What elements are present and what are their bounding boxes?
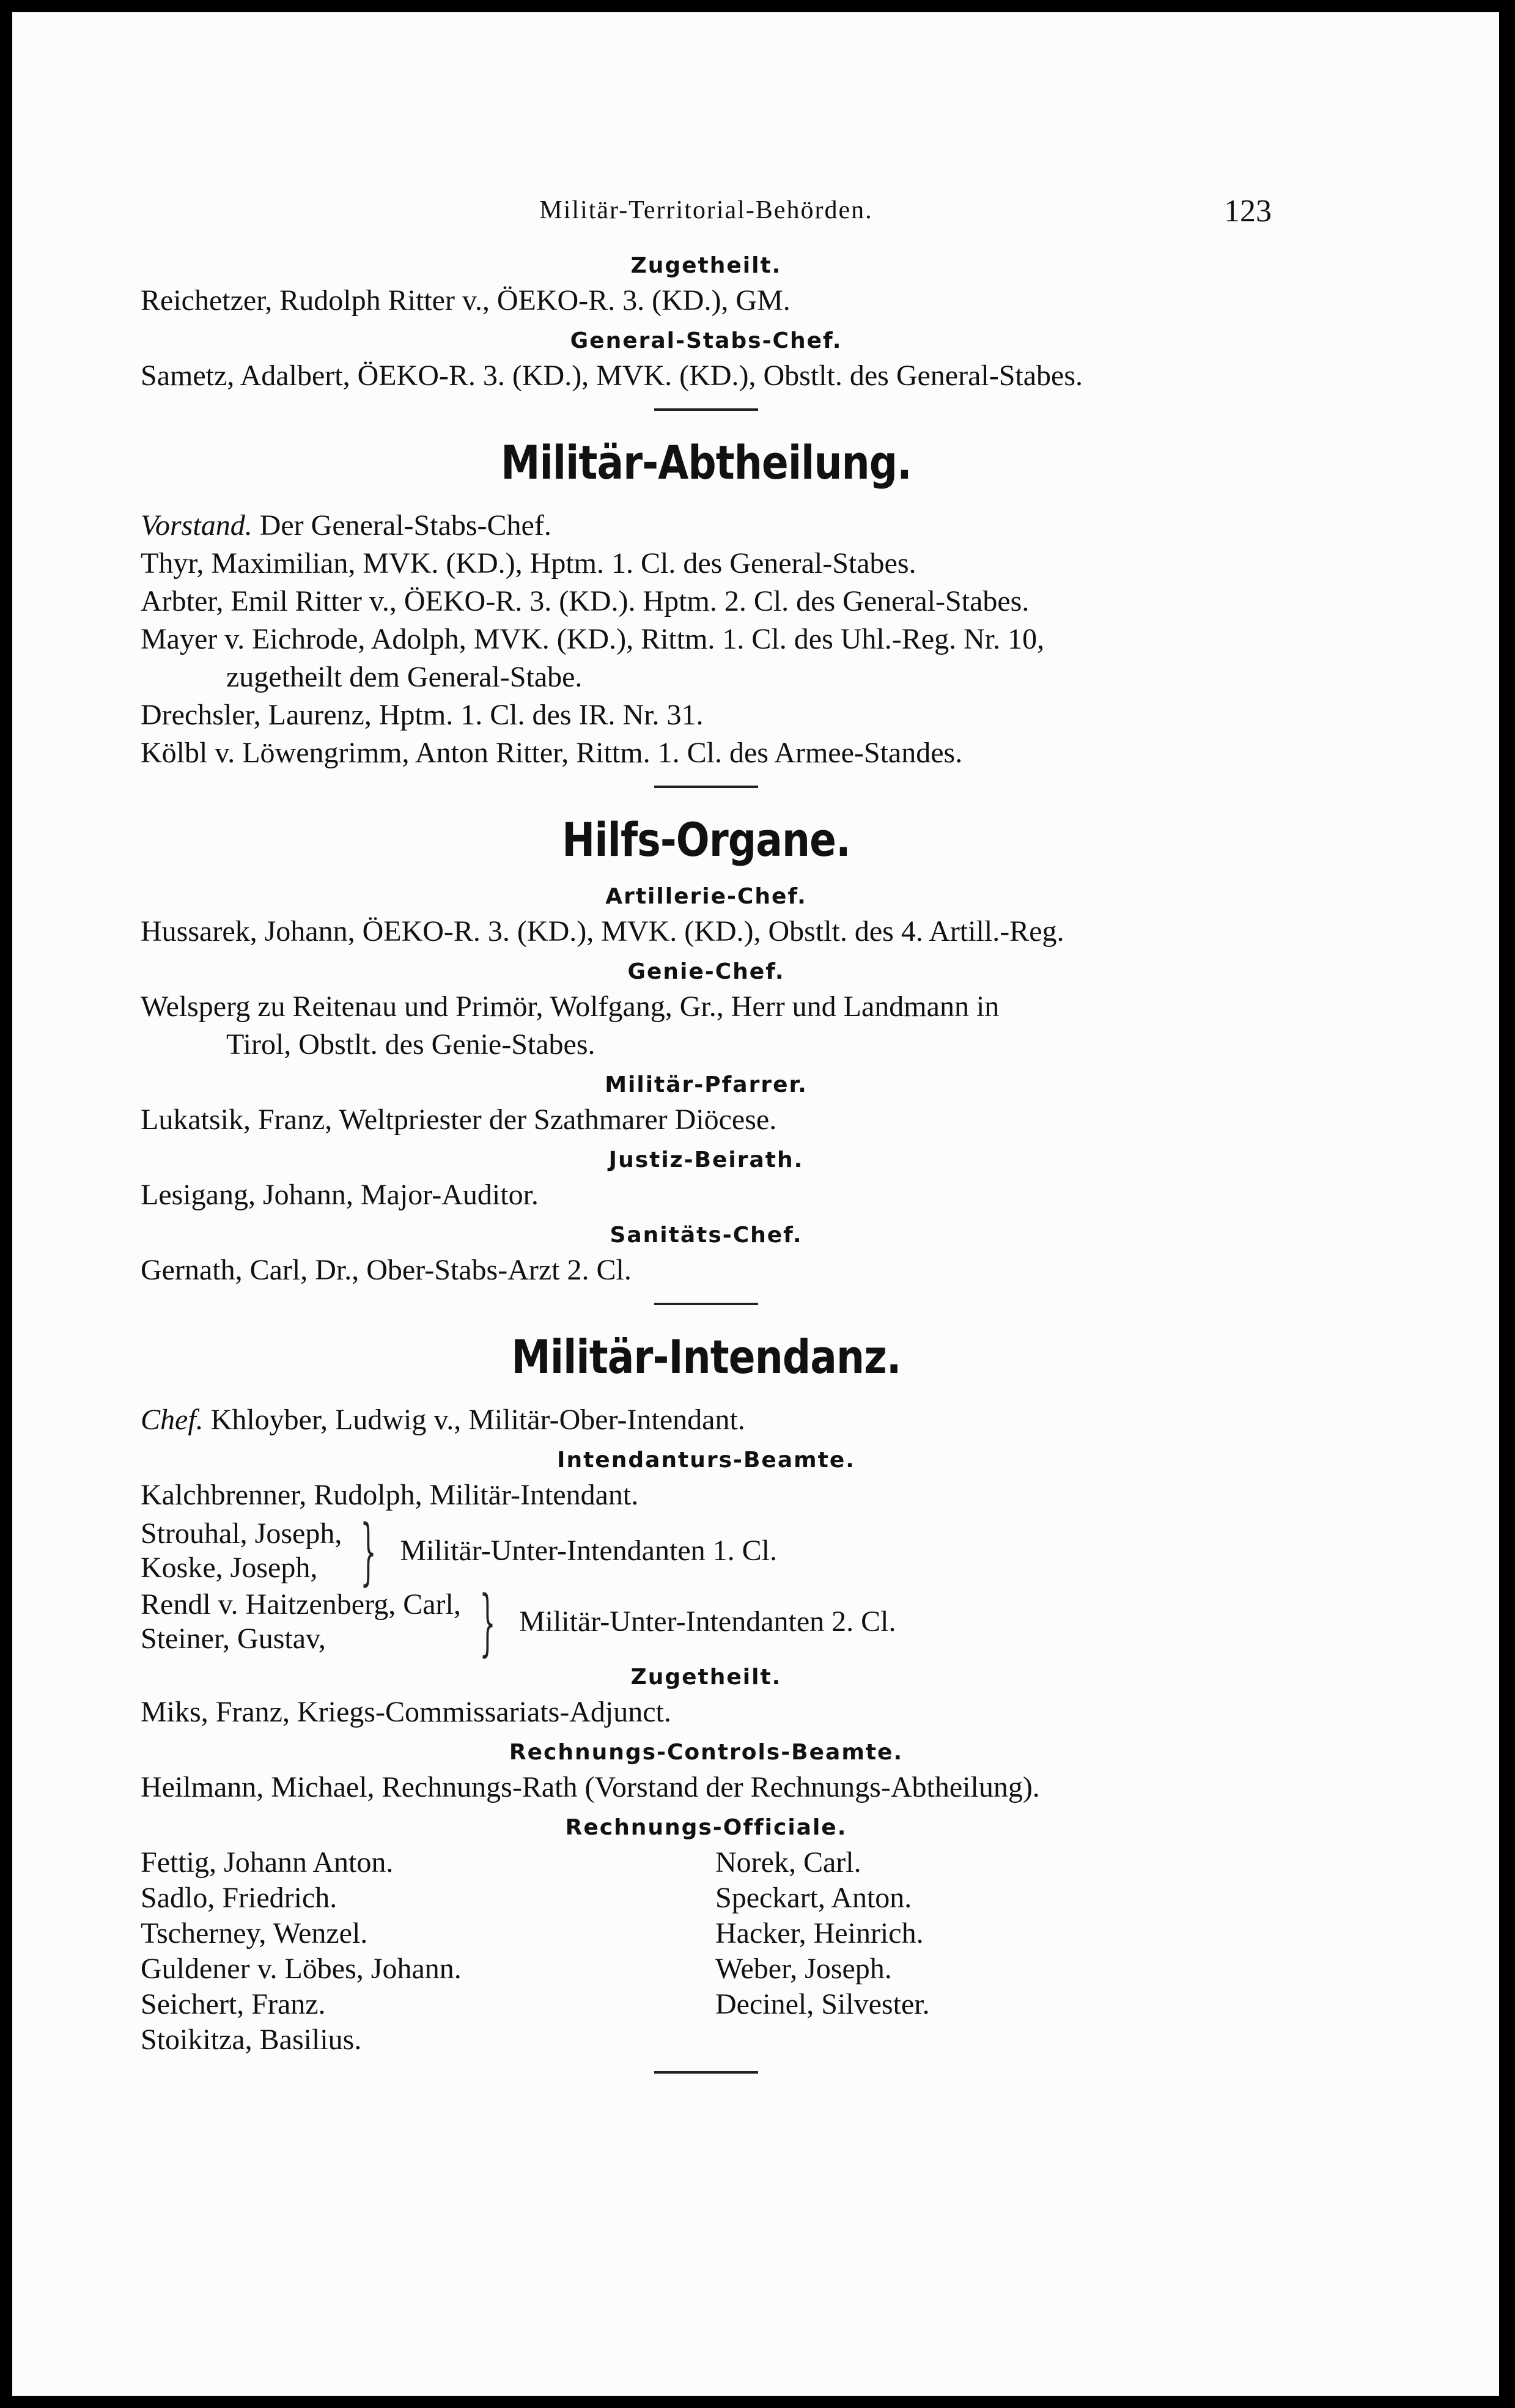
vorstand-text: Der General-Stabs-Chef. (259, 509, 551, 542)
officiale-name: Speckart, Anton. (715, 1882, 912, 1914)
officiale-name: Tscherney, Wenzel. (141, 1917, 368, 1950)
general-stabs-chef-entry: Sametz, Adalbert, ÖEKO-R. 3. (KD.), MVK. (KD.), Obstlt. des General-Stabes. (141, 359, 1083, 392)
section-title-militaer-intendanz: Militär-Intendanz. (511, 1330, 901, 1384)
separator-rule (654, 408, 758, 411)
intendanz-chef-label: Chef. (141, 1404, 204, 1436)
brace-label: Militär-Unter-Intendanten 1. Cl. (400, 1534, 777, 1567)
brace-names (141, 1517, 342, 1585)
section-title-hilfs-organe: Hilfs-Organe. (562, 812, 850, 867)
abtheilung-entry-continuation: zugetheilt dem General-Stabe. (226, 661, 583, 693)
brace-name: Koske, Joseph, (141, 1552, 318, 1584)
page (12, 12, 1499, 2396)
running-title: Militär-Territorial-Behörden. (539, 196, 873, 224)
separator-rule (654, 786, 758, 788)
artillerie-chef-entry: Hussarek, Johann, ÖEKO-R. 3. (KD.), MVK. (KD.), Obstlt. des 4. Artill.-Reg. (141, 915, 1064, 948)
brace-name: Strouhal, Joseph, (141, 1517, 342, 1550)
page-number: 123 (1224, 194, 1272, 229)
general-stabs-chef-heading: General-Stabs-Chef. (570, 328, 842, 353)
artillerie-chef-heading: Artillerie-Chef. (605, 884, 807, 909)
zugetheilt-heading: Zugetheilt. (630, 253, 782, 278)
officiale-name: Stoikitza, Basilius. (141, 2023, 362, 2056)
officiale-name: Hacker, Heinrich. (715, 1917, 924, 1950)
abtheilung-entry: Kölbl v. Löwengrimm, Anton Ritter, Rittm. 1. Cl. des Armee-Standes. (141, 737, 963, 769)
abtheilung-entry: Drechsler, Laurenz, Hptm. 1. Cl. des IR. Nr. 31. (141, 699, 704, 731)
genie-chef-entry-continuation: Tirol, Obstlt. des Genie-Stabes. (226, 1028, 595, 1061)
unter-intendanten-2-group (141, 1580, 1272, 1664)
right-brace-icon: } (479, 1580, 496, 1664)
intendanz-chef-text: Khloyber, Ludwig v., Militär-Ober-Intendant. (210, 1404, 745, 1436)
officiale-heading: Rechnungs-Officiale. (565, 1815, 847, 1840)
right-brace-icon: } (360, 1509, 377, 1593)
officiale-name: Sadlo, Friedrich. (141, 1882, 337, 1914)
officiale-right-column (715, 1845, 1204, 2058)
intendanz-zugetheilt-entry: Miks, Franz, Kriegs-Commissariats-Adjunct. (141, 1696, 671, 1728)
officiale-name: Guldener v. Löbes, Johann. (141, 1953, 462, 1985)
sanitaets-chef-heading: Sanitäts-Chef. (610, 1223, 803, 1248)
section-title-militaer-abtheilung: Militär-Abtheilung. (501, 435, 912, 490)
militaer-pfarrer-heading: Militär-Pfarrer. (605, 1072, 808, 1097)
abtheilung-entry: Arbter, Emil Ritter v., ÖEKO-R. 3. (KD.). Hptm. 2. Cl. des General-Stabes. (141, 585, 1030, 617)
intendanturs-beamte-entry: Kalchbrenner, Rudolph, Militär-Intendant. (141, 1479, 639, 1511)
officiale-left-column (141, 1845, 715, 2058)
separator-rule (654, 2071, 758, 2074)
brace-name: Rendl v. Haitzenberg, Carl, (141, 1588, 461, 1621)
running-head (141, 196, 1272, 245)
controls-beamte-entry: Heilmann, Michael, Rechnungs-Rath (Vorstand der Rechnungs-Abtheilung). (141, 1771, 1040, 1803)
vorstand-entry (141, 507, 1272, 545)
intendanturs-beamte-heading: Intendanturs-Beamte. (557, 1448, 855, 1473)
separator-rule (654, 1303, 758, 1305)
officiale-columns (141, 1845, 1272, 2058)
genie-chef-heading: Genie-Chef. (627, 959, 785, 984)
justiz-beirath-entry: Lesigang, Johann, Major-Auditor. (141, 1179, 539, 1211)
genie-chef-entry: Welsperg zu Reitenau und Primör, Wolfgang, Gr., Herr und Landmann in (141, 990, 1000, 1023)
unter-intendanten-1-group (141, 1509, 1272, 1593)
abtheilung-entry: Mayer v. Eichrode, Adolph, MVK. (KD.), Rittm. 1. Cl. des Uhl.-Reg. Nr. 10, (141, 623, 1045, 655)
officiale-name: Norek, Carl. (715, 1846, 861, 1879)
controls-beamte-heading: Rechnungs-Controls-Beamte. (509, 1740, 904, 1765)
militaer-pfarrer-entry: Lukatsik, Franz, Weltpriester der Szathmarer Diöcese. (141, 1103, 777, 1136)
justiz-beirath-heading: Justiz-Beirath. (608, 1147, 804, 1173)
intendanz-chef-entry (141, 1401, 1272, 1439)
officiale-name: Weber, Joseph. (715, 1953, 892, 1985)
officiale-name: Decinel, Silvester. (715, 1988, 930, 2020)
brace-label: Militär-Unter-Intendanten 2. Cl. (518, 1605, 896, 1638)
intendanz-zugetheilt-heading: Zugetheilt. (630, 1665, 782, 1690)
brace-names (141, 1588, 461, 1656)
zugetheilt-entry: Reichetzer, Rudolph Ritter v., ÖEKO-R. 3. (KD.), GM. (141, 284, 791, 317)
brace-name: Steiner, Gustav, (141, 1622, 326, 1655)
officiale-name: Fettig, Johann Anton. (141, 1846, 394, 1879)
officiale-name: Seichert, Franz. (141, 1988, 326, 2020)
sanitaets-chef-entry: Gernath, Carl, Dr., Ober-Stabs-Arzt 2. Cl. (141, 1254, 632, 1286)
page-content (141, 196, 1272, 2098)
vorstand-label: Vorstand. (141, 509, 253, 542)
abtheilung-entry: Thyr, Maximilian, MVK. (KD.), Hptm. 1. Cl. des General-Stabes. (141, 547, 916, 580)
